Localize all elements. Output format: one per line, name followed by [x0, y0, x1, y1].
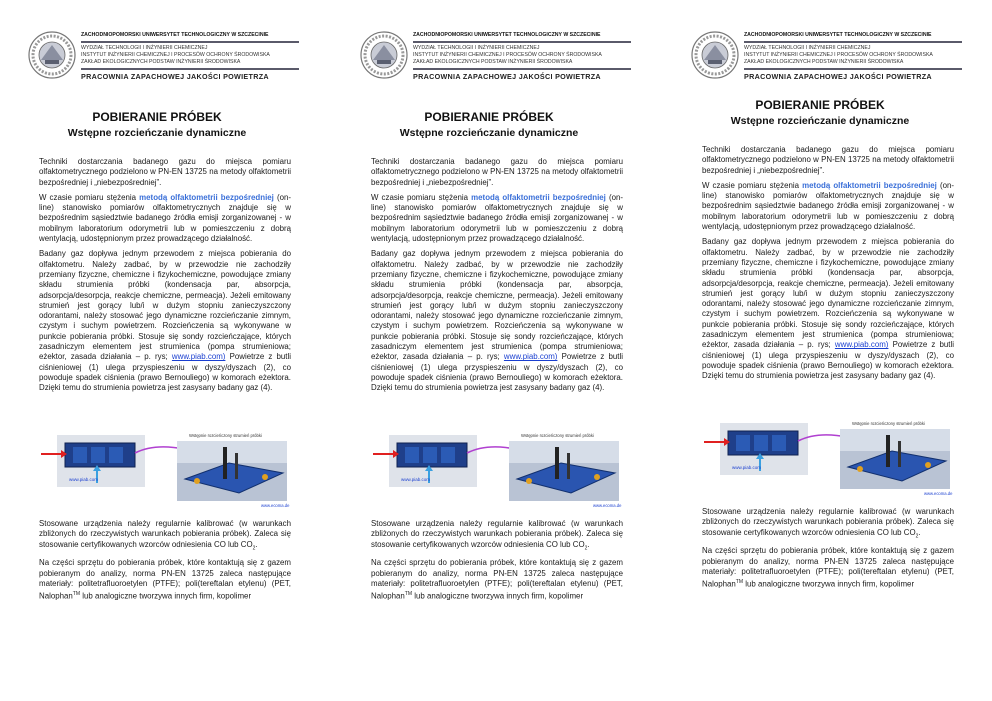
department-name: ZAKŁAD EKOLOGICZNYCH PODSTAW INŻYNIERII ŚRODOWISKA	[413, 59, 573, 65]
page-header	[27, 30, 299, 85]
ejector-chamber	[109, 447, 123, 463]
paragraph-5: Na części sprzętu do pobierania próbek, które kontaktują się z gazem pobieranym do analizy, norma PN-EN 13725 zaleca następujące materiały: politetrafluoroetylen (PTFE); poli(tereftalan etylenu) (PET, Nalophan™ lub analogiczne tworzywa innych firm, kopolimer	[702, 546, 954, 589]
department-name: ZAKŁAD EKOLOGICZNYCH PODSTAW INŻYNIERII ŚRODOWISKA	[81, 59, 241, 65]
paragraph-2: W czasie pomiaru stężenia metodą olfaktometrii bezpośredniej (on-line) stanowisko pomiarów olfaktometrycznych znajduje się w bezpośrednim sąsiedztwie badanego źródła emisji zorganizowanej - w mobilnym laboratorium odorymetrii lub w pomieszczeniu z dobrą wentylacją, udostępnionym przez prowadzącego działalność.	[39, 192, 291, 244]
ejector-chamber	[73, 447, 87, 463]
paragraph-4: Stosowane urządzenia należy regularnie kalibrować (w warunkach zbliżonych do rzeczywistych warunkach pobierania próbek). Zaleca się stosowanie certyfikowanych wzorców odniesienia CO lub $CO_2$.	[702, 507, 954, 540]
page-subtitle: Wstępne rozcieńczanie dynamiczne	[399, 127, 579, 139]
header-rule	[744, 68, 962, 70]
paragraph-3: Badany gaz dopływa jednym przewodem z miejsca pobierania do olfaktometru. Należy zadbać, by w przewodzie nie zachodziły przemiany fizyczne, chemiczne i fizykochemiczne, powodujące zmiany składu strumienia próbki (kondensacja par, absorpcja, adsorpcja/desorpcja, reakcje chemiczne, permeacja). Jeżeli emitowany strumień jest gorący lub/i w dużym stopniu zanieczyszczony odorantami, należy stosować jego dynamiczne rozcieńczanie zimnym, czystym i suchym powietrzem. Rozcieńczenia są wykonywane w punkcie pobierania próbki. Stosuje się sondy rozcieńczające, których zasadniczym elementem jest strumienica (pompa strumieniowa; eżektor, zasada działania – p. rys; www.piab.com) Powietrze z butli ciśnieniowej (1) ulega przyspieszeniu w dyszy/dyszach (2), co powoduje spadek ciśnienia (prawo Bernouliego) w komorach eżektora. Dzięki temu do strumienia powietrza jest zasysany badany gaz (4).	[371, 249, 623, 393]
department-name: ZAKŁAD EKOLOGICZNYCH PODSTAW INŻYNIERII ŚRODOWISKA	[744, 59, 904, 65]
page-title: POBIERANIE PRÓBEK	[755, 98, 885, 112]
page-subtitle: Wstępne rozcieńczanie dynamiczne	[730, 115, 910, 127]
ejector-figure	[39, 427, 291, 511]
ejector-chamber	[405, 447, 419, 463]
ejector-chamber	[754, 435, 768, 451]
paragraph-1: Techniki dostarczania badanego gazu do miejsca pomiaru olfaktometrycznego podzielono w PN-EN 13725 na metody olfaktometrii bezpośredniej i „niebezpośredniej”.	[371, 157, 623, 187]
photo-background	[840, 429, 950, 451]
ejector-chamber	[441, 447, 455, 463]
page-subtitle: Wstępne rozcieńczanie dynamiczne	[67, 127, 247, 139]
source-caption-1: www.piab.com	[732, 465, 762, 470]
highlight-direct-olfactometry: metodą olfaktometrii bezpośredniej	[139, 192, 274, 202]
probe-rod	[235, 453, 238, 479]
fitting-icon	[194, 478, 200, 484]
probe-rod	[223, 447, 227, 479]
source-caption-2: www.ecoma.de	[924, 491, 953, 496]
paragraph-5: Na części sprzętu do pobierania próbek, które kontaktują się z gazem pobieranym do analizy, norma PN-EN 13725 zaleca następujące materiały: politetrafluoroetylen (PTFE); poli(tereftalan etylenu) (PET, Nalophan™ lub analogiczne tworzywa innych firm, kopolimer	[371, 558, 623, 601]
body-text-top	[39, 157, 291, 399]
lab-name: PRACOWNIA ZAPACHOWEJ JAKOŚCI POWIETRZA	[81, 72, 269, 81]
ejector-figure	[702, 415, 954, 499]
piab-link[interactable]: www.piab.com)	[171, 352, 226, 362]
body-text-bottom	[371, 519, 623, 607]
piab-link[interactable]: www.piab.com)	[503, 352, 558, 362]
lab-name: PRACOWNIA ZAPACHOWEJ JAKOŚCI POWIETRZA	[744, 72, 932, 81]
page-copy-2	[339, 0, 639, 701]
photo-background	[509, 441, 619, 463]
source-caption-2: www.ecoma.de	[261, 503, 290, 508]
page-header	[359, 30, 631, 85]
ejector-chamber	[772, 435, 786, 451]
university-logo-icon	[690, 30, 740, 80]
body-text-top	[371, 157, 623, 399]
header-rule	[81, 41, 299, 43]
header-rule	[413, 41, 631, 43]
university-name: ZACHODNIOPOMORSKI UNIWERSYTET TECHNOLOGICZNY W SZCZECINIE	[413, 32, 601, 38]
probe-rod	[567, 453, 570, 479]
paragraph-1: Techniki dostarczania badanego gazu do miejsca pomiaru olfaktometrycznego podzielono w PN-EN 13725 na metody olfaktometrii bezpośredniej i „niebezpośredniej”.	[702, 145, 954, 175]
fitting-icon	[262, 474, 268, 480]
paragraph-2: W czasie pomiaru stężenia metodą olfaktometrii bezpośredniej (on-line) stanowisko pomiarów olfaktometrycznych znajduje się w bezpośrednim sąsiedztwie badanego źródła emisji zorganizowanej - w mobilnym laboratorium odorymetrii lub w pomieszczeniu z dobrą wentylacją, udostępnionym przez prowadzącego działalność.	[371, 192, 623, 244]
header-rule	[413, 68, 631, 70]
source-caption-1: www.piab.com	[69, 477, 99, 482]
page-copy-1	[7, 0, 307, 701]
ejector-chamber	[423, 447, 437, 463]
university-logo-icon	[27, 30, 77, 80]
paragraph-5: Na części sprzętu do pobierania próbek, które kontaktują się z gazem pobieranym do analizy, norma PN-EN 13725 zaleca następujące materiały: politetrafluoroetylen (PTFE); poli(tereftalan etylenu) (PET, Nalophan™ lub analogiczne tworzywa innych firm, kopolimer	[39, 558, 291, 601]
faculty-name: WYDZIAŁ TECHNOLOGII I INŻYNIERII CHEMICZNEJ	[413, 45, 540, 51]
probe-rod	[898, 441, 901, 467]
institute-name: INSTYTUT INŻYNIERII CHEMICZNEJ I PROCESÓW OCHRONY ŚRODOWISKA	[81, 52, 270, 58]
page-copy-3	[670, 0, 970, 701]
body-text-top	[702, 145, 954, 387]
body-text-bottom	[702, 507, 954, 595]
paragraph-4: Stosowane urządzenia należy regularnie kalibrować (w warunkach zbliżonych do rzeczywistych warunkach pobierania próbek). Zaleca się stosowanie certyfikowanych wzorców odniesienia CO lub $CO_2$.	[39, 519, 291, 552]
probe-rod	[555, 447, 559, 479]
photo-background	[177, 441, 287, 463]
university-logo-icon	[359, 30, 409, 80]
fitting-icon	[925, 462, 931, 468]
figure-label: Wstępnie rozcieńczony strumień próbki	[521, 433, 594, 438]
source-caption-1: www.piab.com	[401, 477, 431, 482]
piab-link[interactable]: www.piab.com)	[834, 340, 889, 350]
fitting-icon	[526, 478, 532, 484]
page-title: POBIERANIE PRÓBEK	[424, 110, 554, 124]
highlight-direct-olfactometry: metodą olfaktometrii bezpośredniej	[802, 180, 937, 190]
institute-name: INSTYTUT INŻYNIERII CHEMICZNEJ I PROCESÓW OCHRONY ŚRODOWISKA	[413, 52, 602, 58]
body-text-bottom	[39, 519, 291, 607]
ejector-chamber	[736, 435, 750, 451]
fitting-icon	[594, 474, 600, 480]
paragraph-1: Techniki dostarczania badanego gazu do miejsca pomiaru olfaktometrycznego podzielono w PN-EN 13725 na metody olfaktometrii bezpośredniej i „niebezpośredniej”.	[39, 157, 291, 187]
university-name: ZACHODNIOPOMORSKI UNIWERSYTET TECHNOLOGICZNY W SZCZECINIE	[81, 32, 269, 38]
faculty-name: WYDZIAŁ TECHNOLOGII I INŻYNIERII CHEMICZNEJ	[744, 45, 871, 51]
figure-label: Wstępnie rozcieńczony strumień próbki	[852, 421, 925, 426]
university-name: ZACHODNIOPOMORSKI UNIWERSYTET TECHNOLOGICZNY W SZCZECINIE	[744, 32, 932, 38]
ejector-figure	[371, 427, 623, 511]
highlight-direct-olfactometry: metodą olfaktometrii bezpośredniej	[471, 192, 606, 202]
lab-name: PRACOWNIA ZAPACHOWEJ JAKOŚCI POWIETRZA	[413, 72, 601, 81]
figure-label: Wstępnie rozcieńczony strumień próbki	[189, 433, 262, 438]
header-rule	[81, 68, 299, 70]
page-header	[690, 30, 962, 85]
page-title: POBIERANIE PRÓBEK	[92, 110, 222, 124]
probe-rod	[886, 435, 890, 467]
paragraph-3: Badany gaz dopływa jednym przewodem z miejsca pobierania do olfaktometru. Należy zadbać, by w przewodzie nie zachodziły przemiany fizyczne, chemiczne i fizykochemiczne, powodujące zmiany składu strumienia próbki (kondensacja par, absorpcja, adsorpcja/desorpcja, reakcje chemiczne, permeacja). Jeżeli emitowany strumień jest gorący lub/i w dużym stopniu zanieczyszczony odorantami, należy stosować jego dynamiczne rozcieńczanie zimnym, czystym i suchym powietrzem. Rozcieńczenia są wykonywane w punkcie pobierania próbki. Stosuje się sondy rozcieńczające, których zasadniczym elementem jest strumienica (pompa strumieniowa; eżektor, zasada działania – p. rys; www.piab.com) Powietrze z butli ciśnieniowej (1) ulega przyspieszeniu w dyszy/dyszach (2), co powoduje spadek ciśnienia (prawo Bernouliego) w komorach eżektora. Dzięki temu do strumienia powietrza jest zasysany badany gaz (4).	[702, 237, 954, 381]
paragraph-2: W czasie pomiaru stężenia metodą olfaktometrii bezpośredniej (on-line) stanowisko pomiarów olfaktometrycznych znajduje się w bezpośrednim sąsiedztwie badanego źródła emisji zorganizowanej - w mobilnym laboratorium odorymetrii lub w pomieszczeniu z dobrą wentylacją, udostępnionym przez prowadzącego działalność.	[702, 180, 954, 232]
fitting-icon	[857, 466, 863, 472]
institute-name: INSTYTUT INŻYNIERII CHEMICZNEJ I PROCESÓW OCHRONY ŚRODOWISKA	[744, 52, 933, 58]
faculty-name: WYDZIAŁ TECHNOLOGII I INŻYNIERII CHEMICZNEJ	[81, 45, 208, 51]
paragraph-3: Badany gaz dopływa jednym przewodem z miejsca pobierania do olfaktometru. Należy zadbać, by w przewodzie nie zachodziły przemiany fizyczne, chemiczne i fizykochemiczne, powodujące zmiany składu strumienia próbki (kondensacja par, absorpcja, adsorpcja/desorpcja, reakcje chemiczne, permeacja). Jeżeli emitowany strumień jest gorący lub/i w dużym stopniu zanieczyszczony odorantami, należy stosować jego dynamiczne rozcieńczanie zimnym, czystym i suchym powietrzem. Rozcieńczenia są wykonywane w punkcie pobierania próbki. Stosuje się sondy rozcieńczające, których zasadniczym elementem jest strumienica (pompa strumieniowa; eżektor, zasada działania – p. rys; www.piab.com) Powietrze z butli ciśnieniowej (1) ulega przyspieszeniu w dyszy/dyszach (2), co powoduje spadek ciśnienia (prawo Bernouliego) w komorach eżektora. Dzięki temu do strumienia powietrza jest zasysany badany gaz (4).	[39, 249, 291, 393]
source-caption-2: www.ecoma.de	[593, 503, 622, 508]
header-rule	[744, 41, 962, 43]
ejector-chamber	[91, 447, 105, 463]
paragraph-4: Stosowane urządzenia należy regularnie kalibrować (w warunkach zbliżonych do rzeczywistych warunkach pobierania próbek). Zaleca się stosowanie certyfikowanych wzorców odniesienia CO lub $CO_2$.	[371, 519, 623, 552]
